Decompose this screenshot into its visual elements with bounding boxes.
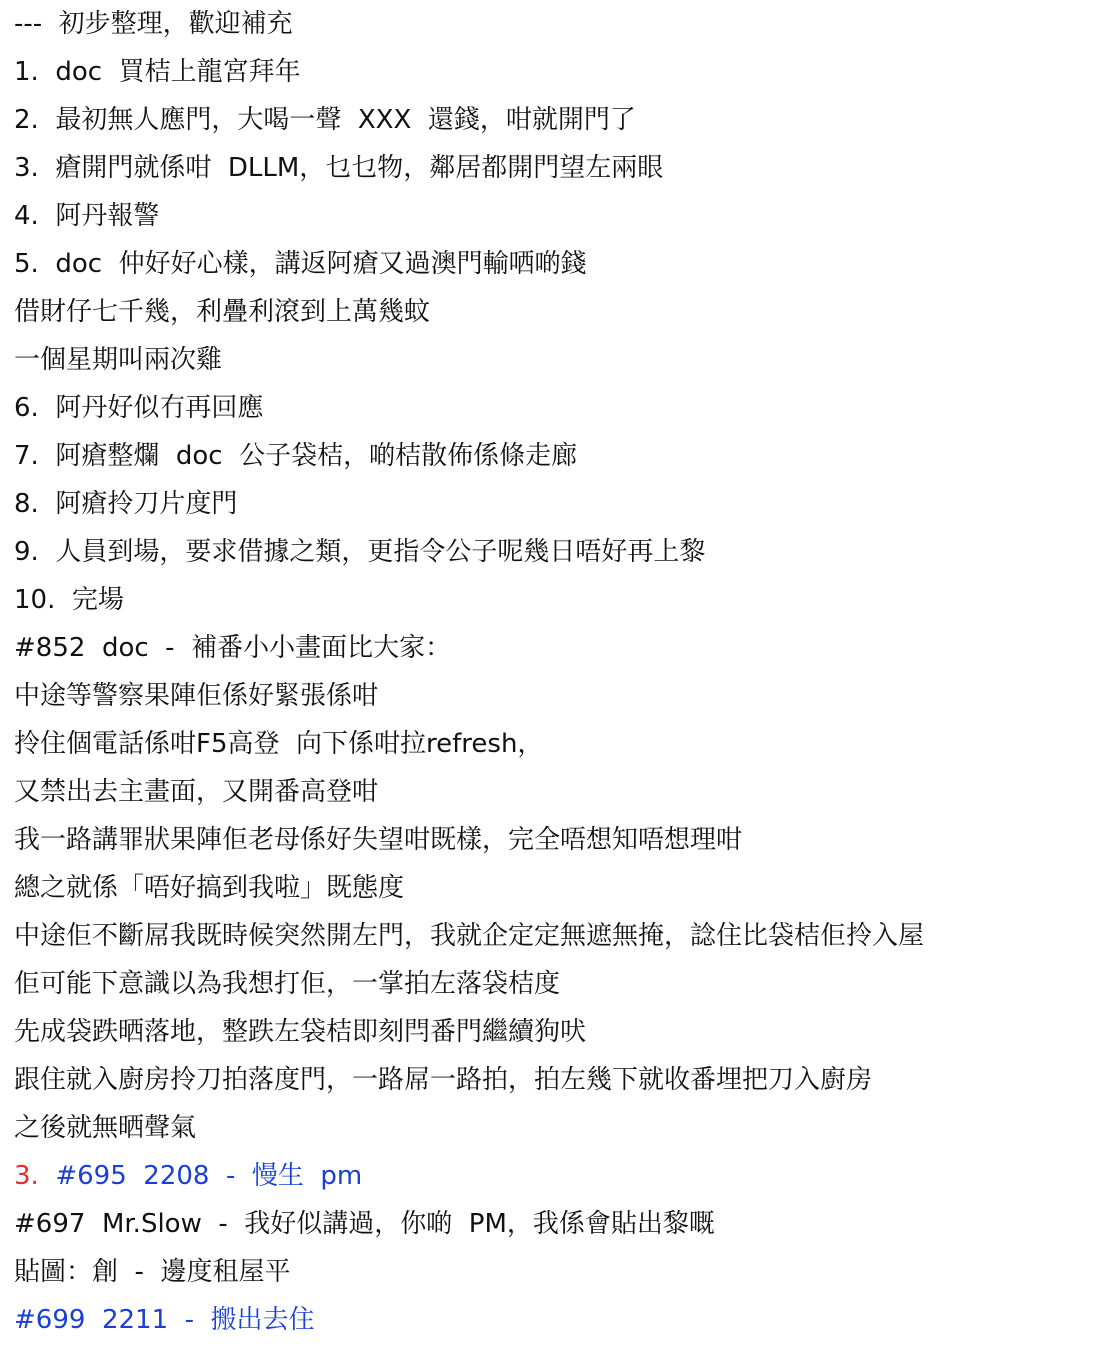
quote-number: 3. (14, 1161, 39, 1191)
paragraph-line: 先成袋跌晒落地，整跌左袋桔即刻閂番門繼續狗吠 (14, 1017, 587, 1047)
paragraph-line: 中途等警察果陣佢係好緊張係咁 (14, 681, 379, 711)
paragraph-line: 中途佢不斷屌我既時候突然開左門，我就企定定無遮無掩，諗住比袋桔佢拎入屋 (14, 921, 925, 951)
list-item-4: 4. 阿丹報警 (14, 201, 160, 231)
paragraph-line: 總之就係「唔好搞到我啦」既態度 (14, 873, 405, 903)
intro-line: --- 初步整理，歡迎補充 (14, 9, 293, 39)
post-content (14, 0, 1110, 1344)
paragraph-line: 拎住個電話係咁F5高登 向下係咁拉refresh， (14, 729, 544, 759)
quote-line-695 (14, 1152, 1110, 1200)
quote-reference-699[interactable]: #699 2211 - 搬出去住 (14, 1305, 315, 1335)
reply-line-697: #697 Mr.Slow - 我好似講過，你啲 PM，我係會貼出黎嘅 (14, 1209, 715, 1239)
list-item-8: 8. 阿瘡拎刀片度門 (14, 489, 238, 519)
paragraph-line: 我一路講罪狀果陣佢老母係好失望咁既樣，完全唔想知唔想理咁 (14, 825, 743, 855)
list-item-5: 5. doc 仲好好心樣，講返阿瘡又過澳門輸哂啲錢 (14, 249, 587, 279)
reply-header-852: #852 doc - 補番小小畫面比大家： (14, 633, 452, 663)
paragraph-line: 跟住就入廚房拎刀拍落度門，一路屌一路拍，拍左幾下就收番埋把刀入廚房 (14, 1065, 873, 1095)
paragraph-line: 之後就無晒聲氣 (14, 1113, 197, 1143)
list-item-7: 7. 阿瘡整爛 doc 公子袋桔，啲桔散佈係條走廊 (14, 441, 578, 471)
quote-reference-link[interactable]: #695 2208 - 慢生 pm (38, 1161, 363, 1191)
list-item-9: 9. 人員到場，要求借據之類，更指令公子呢幾日唔好再上黎 (14, 537, 706, 567)
list-item-5-continued: 借財仔七千幾，利疊利滾到上萬幾蚊 (14, 297, 431, 327)
sticker-line: 貼圖：創 - 邊度租屋平 (14, 1257, 291, 1287)
list-item-1: 1. doc 買桔上龍宮拜年 (14, 57, 301, 87)
list-item-3: 3. 瘡開門就係咁 DLLM，乜乜物，鄰居都開門望左兩眼 (14, 153, 664, 183)
list-item-2: 2. 最初無人應門，大喝一聲 XXX 還錢，咁就開門了 (14, 105, 636, 135)
list-item-6: 6. 阿丹好似冇再回應 (14, 393, 264, 423)
paragraph-line: 又禁出去主畫面，又開番高登咁 (14, 777, 379, 807)
list-item-5-continued: 一個星期叫兩次雞 (14, 345, 223, 375)
paragraph-line: 佢可能下意識以為我想打佢，一掌拍左落袋桔度 (14, 969, 561, 999)
list-item-10: 10. 完場 (14, 585, 124, 615)
